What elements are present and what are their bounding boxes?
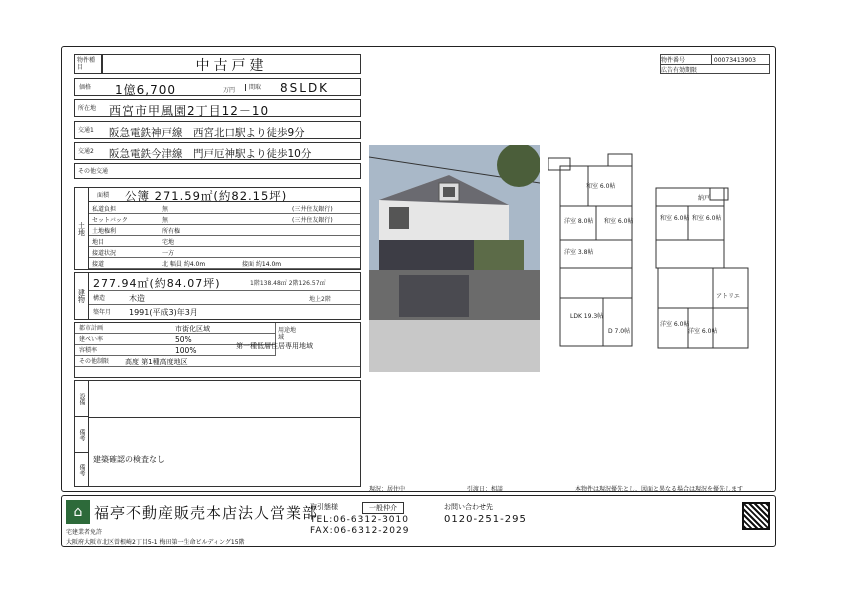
access2-value: 阪急電鉄今津線 門戸厄神駅より徒歩10分 (109, 148, 312, 160)
room-label: D 7.0帖 (608, 328, 631, 335)
land-area-label: 面積 (97, 192, 110, 199)
company-name: 福亭不動産販売本店法人営業部 (94, 504, 319, 522)
remarks-table (74, 380, 361, 487)
city-plan-value: 市街化区域 (175, 325, 210, 333)
company-footer (61, 495, 776, 547)
building-table (74, 272, 361, 320)
building-area-value: 277.94㎡(約84.07坪) (93, 277, 221, 290)
building-detail: 1階138.48㎡ 2階126.57㎡ (250, 280, 326, 287)
far-label: 容積率 (79, 347, 98, 354)
legal-table (74, 322, 361, 378)
type-label: 物件種目 (77, 57, 96, 71)
zone-label: 用途地域 (278, 327, 297, 341)
room-label: アトリエ (716, 293, 740, 300)
room-label: 洋室 3.8帖 (564, 249, 594, 256)
mode-label: 取引態様 (310, 503, 338, 511)
land-area-value: 公簿 271.59㎡(約82.15坪) (125, 189, 288, 203)
price-unit: 万円 (223, 87, 236, 94)
delivery-text: 引渡日：相談 (466, 486, 503, 493)
access1-row (74, 121, 361, 139)
land-row (89, 257, 360, 269)
coverage-value: 50% (175, 335, 192, 344)
remarks-label-1: 備考 (75, 417, 89, 453)
access2-label: 交通2 (78, 148, 94, 155)
mode-value: 一般仲介 (362, 502, 404, 514)
disclaimer: 本物件は現況優先とし、図面と異なる場合は現況を優先します (575, 486, 744, 493)
room-label: 納戸 (698, 195, 711, 202)
land-cell: (三井住友銀行) (292, 206, 333, 213)
access3-label: その他交通 (78, 168, 109, 175)
structure-label: 構造 (93, 295, 106, 302)
city-plan-label: 都市計画 (79, 325, 104, 332)
remarks-note: 建築確認の検査なし (93, 455, 165, 464)
price-label: 価格 (79, 84, 92, 91)
far-value: 100% (175, 346, 197, 355)
address-row (74, 99, 361, 117)
land-cell: 地目 (92, 239, 105, 246)
land-cell: セットバック (92, 217, 128, 224)
id-label: 物件番号 (661, 55, 712, 64)
land-cell: 一方 (162, 250, 175, 257)
equipment-label: 設備 (75, 381, 89, 417)
tel: TEL:06-6312-3010 (310, 515, 409, 525)
price-value: 1億6,700 (115, 83, 176, 97)
access3-row (74, 163, 361, 179)
land-cell: 接道 (92, 261, 105, 268)
room-label: LDK 19.3帖 (570, 313, 604, 320)
address-value: 西宮市甲風園2丁目12－10 (109, 104, 270, 118)
room-label: 和室 6.0帖 (692, 215, 722, 222)
floors-value: 地上2階 (309, 296, 331, 303)
status-text: 現況：居住中 (369, 486, 406, 493)
land-cell: 私道負担 (92, 206, 117, 213)
coverage-label: 建ぺい率 (79, 336, 104, 343)
company-address: 大阪府大阪市北区曽根崎2丁目5-1 梅田第一生命ビルディング15階 (66, 539, 245, 546)
other-value: 高度 第1種高度地区 (125, 358, 188, 366)
access1-label: 交通1 (78, 127, 94, 134)
land-cell: 土地権利 (92, 228, 117, 235)
land-cell: 所有権 (162, 228, 181, 235)
price-row (74, 78, 361, 96)
qr-code-icon[interactable] (742, 502, 770, 530)
type-value-box (102, 54, 361, 74)
land-table (74, 187, 361, 270)
photo-caption (369, 484, 540, 494)
structure-value: 木造 (129, 294, 145, 303)
id-value: 00073413903 (713, 57, 756, 64)
type-label-box (74, 54, 102, 74)
land-cell: 接道状況 (92, 250, 117, 257)
floor-plan (548, 148, 768, 353)
layout-label: 間取 (245, 84, 261, 91)
zone-value: 第一種低層住居専用地域 (236, 342, 313, 350)
land-section-label: 土地 (75, 188, 89, 269)
room-label: 洋室 8.0帖 (564, 218, 594, 225)
id-box (660, 54, 770, 74)
company-logo: ⌂ (66, 500, 90, 524)
license-label: 宅建業者免許 (66, 529, 103, 536)
free-dial: 0120-251-295 (444, 514, 527, 525)
other-label: その他制限 (79, 358, 110, 365)
room-label: 和室 6.0帖 (660, 215, 690, 222)
house-photo (369, 145, 540, 372)
room-label: 和室 6.0帖 (586, 183, 616, 190)
room-label: 和室 6.0帖 (604, 218, 634, 225)
land-cell: 無 (162, 217, 169, 224)
contact-label: お問い合わせ先 (444, 503, 493, 511)
land-cell: 無 (162, 206, 169, 213)
land-cell: 北 幅員 約4.0m (162, 261, 206, 268)
building-section-label: 建物 (75, 273, 89, 319)
publish-label: 広告有効期限 (661, 67, 698, 74)
built-label: 築年月 (93, 309, 112, 316)
room-label: 洋室 6.0帖 (688, 328, 718, 335)
layout-value: 8SLDK (280, 81, 330, 95)
land-cell: (三井住友銀行) (292, 217, 333, 224)
property-type: 中古戸建 (195, 58, 268, 74)
room-label: 洋室 6.0帖 (660, 321, 690, 328)
access1-value: 阪急電鉄神戸線 西宮北口駅より徒歩9分 (109, 127, 305, 139)
remarks-label-2: 備考 (75, 453, 89, 486)
fax: FAX:06-6312-2029 (310, 526, 410, 536)
land-cell: 宅地 (162, 239, 175, 246)
land-cell: 接面 約14.0m (242, 261, 282, 268)
access2-row (74, 142, 361, 160)
address-label: 所在地 (78, 105, 97, 112)
built-value: 1991(平成3)年3月 (129, 308, 198, 317)
